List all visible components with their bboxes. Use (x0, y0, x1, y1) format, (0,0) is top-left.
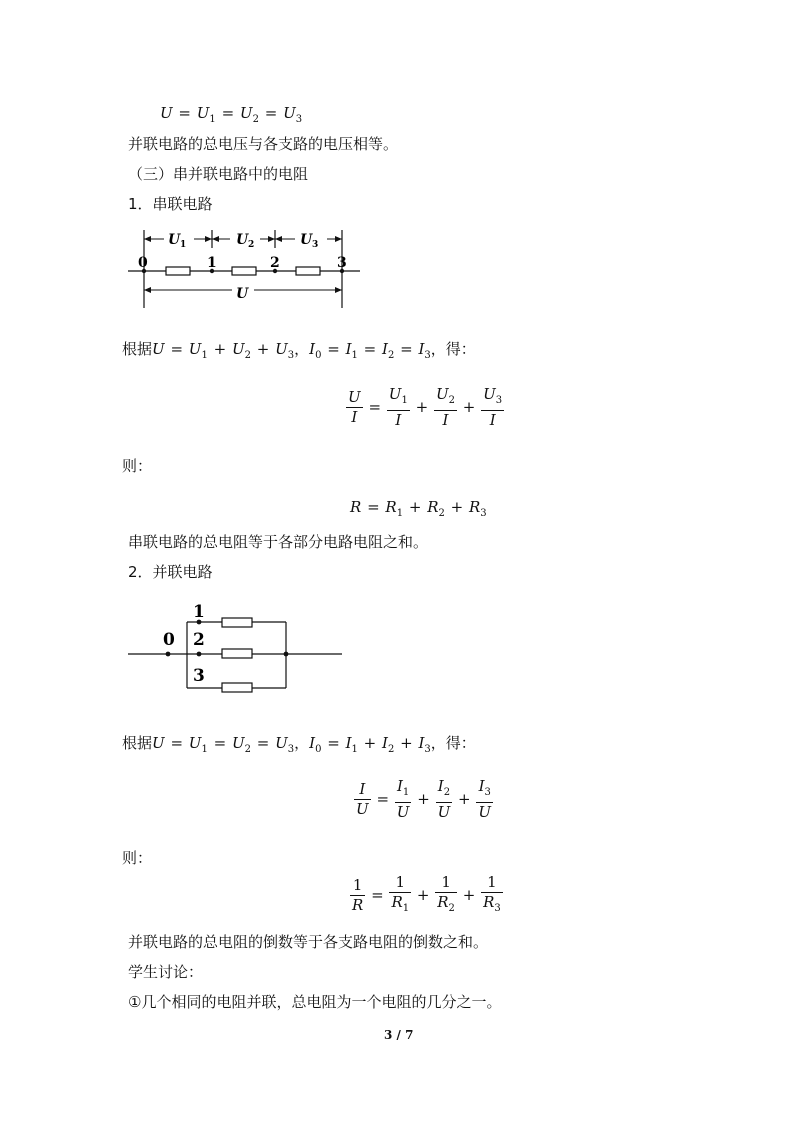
node-label-1: 1 (193, 602, 205, 622)
series-circuit-diagram (120, 222, 370, 312)
parallel-circuit-diagram (120, 598, 350, 696)
parallel-voltage-statement: 并联电路的总电压与各支路的电压相等。 (128, 135, 399, 153)
parallel-statement: 并联电路的总电阻的倒数等于各支路电阻的倒数之和。 (128, 933, 489, 951)
svg-text:1: 1 (180, 240, 187, 250)
section-title: （三）串并联电路中的电阻 (128, 165, 309, 183)
resistor-r3 (296, 267, 320, 275)
node-label-1: 1 (207, 255, 217, 271)
svg-text:3: 3 (312, 240, 319, 250)
page-number: 3 / 7 (384, 1028, 414, 1042)
resistor-r2 (222, 649, 252, 658)
parallel-ratio-equation: $\frac{I}{U}$ = $\frac{I_1}{U}$ + $\frac{I_2}{U}$ + $\frac{I_3}{U}$ (356, 777, 492, 821)
parallel-then: 则： (122, 849, 153, 867)
series-heading: 1．串联电路 (128, 195, 213, 213)
node-label-2: 2 (193, 630, 205, 650)
series-statement: 串联电路的总电阻等于各部分电路电阻之和。 (128, 533, 429, 551)
parallel-resistance-equation: $\frac{1}{R}$ = $\frac{1}{R_1}$ + $\frac{1}{R_2}$ + $\frac{1}{R_3}$ (352, 873, 501, 914)
label-u1: U (168, 232, 181, 248)
label-u-total: U (236, 286, 249, 302)
series-basis-line: 根据$U = U_1 + U_2 + U_3$，$I_0 = I_1 = I_2 = I_3$，得： (122, 340, 476, 361)
discussion-title: 学生讨论： (128, 963, 204, 981)
svg-text:2: 2 (248, 240, 255, 250)
node-label-2: 2 (270, 255, 280, 271)
node-label-3: 3 (337, 255, 347, 271)
resistor-r1 (222, 618, 252, 627)
series-ratio-equation: $\frac{U}{I}$ = $\frac{U_1}{I}$ + $\frac{U_2}{I}$ + $\frac{U_3}{I}$ (348, 385, 503, 429)
series-then: 则： (122, 457, 153, 475)
label-u2: U (236, 232, 249, 248)
series-resistance-equation: $R = R_1 + R_2 + R_3$ (350, 498, 487, 519)
node-label-0: 0 (138, 255, 148, 271)
resistor-r2 (232, 267, 256, 275)
node-label-3: 3 (193, 666, 205, 686)
resistor-r3 (222, 683, 252, 692)
parallel-heading: 2．并联电路 (128, 563, 213, 581)
label-u3: U (300, 232, 313, 248)
equation-parallel-voltage: $U = U_1 = U_2 = U_3$ (160, 104, 303, 125)
node-label-0: 0 (163, 630, 175, 650)
resistor-r1 (166, 267, 190, 275)
discussion-item-1: ①几个相同的电阻并联，总电阻为一个电阻的几分之一。 (128, 993, 502, 1011)
parallel-basis-line: 根据$U = U_1 = U_2 = U_3$，$I_0 = I_1 + I_2 + I_3$，得： (122, 734, 476, 755)
